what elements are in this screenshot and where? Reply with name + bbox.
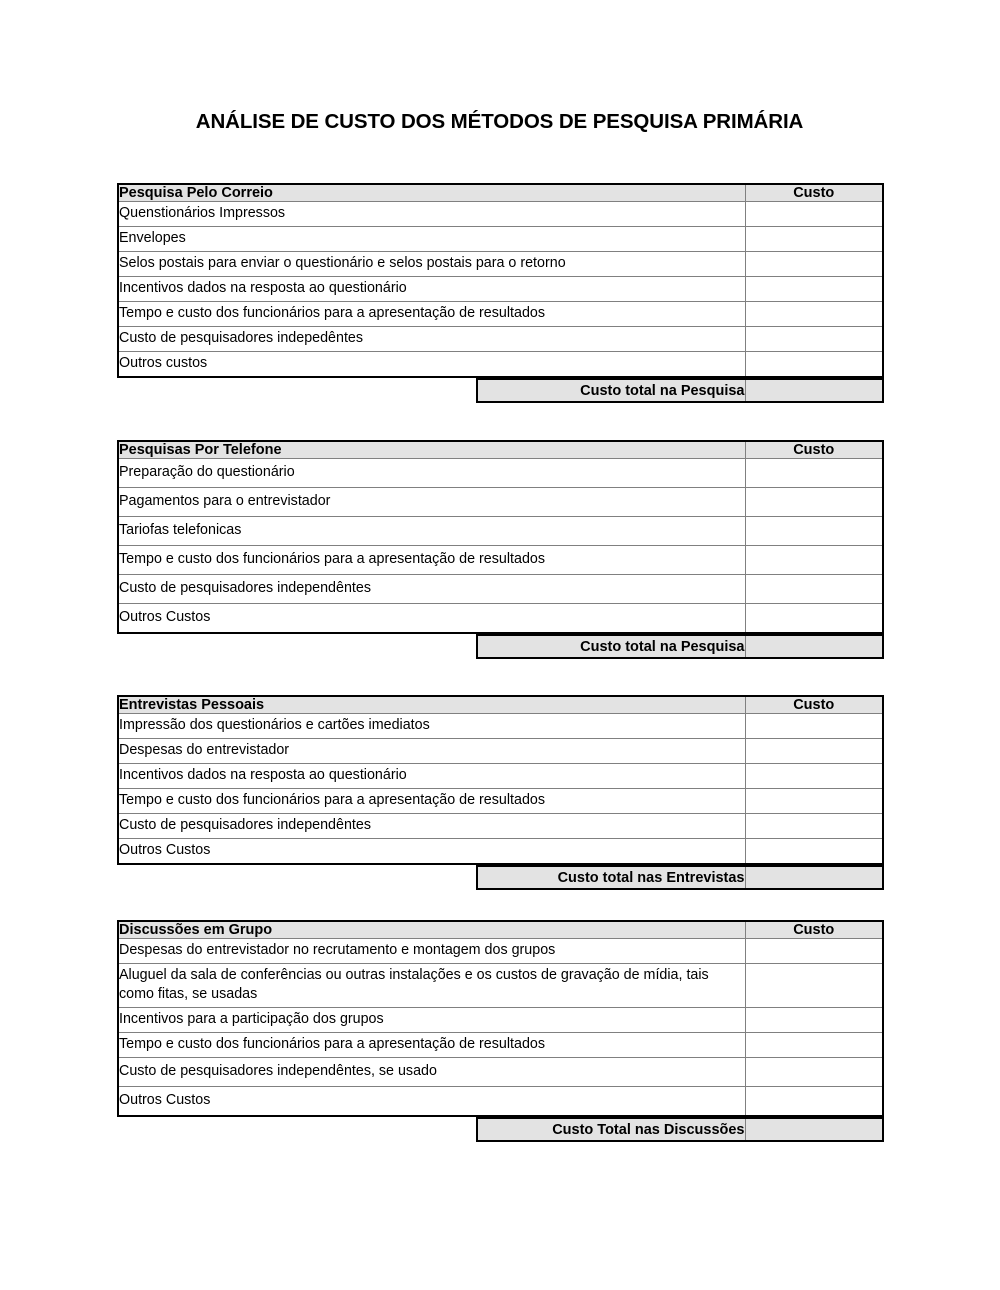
row-cost-input[interactable] [745, 352, 883, 378]
cost-table-entrevistas-pessoais [117, 695, 884, 865]
table-header-label: Discussões em Grupo [118, 921, 745, 939]
row-cost-input[interactable] [745, 964, 883, 1008]
row-cost-input[interactable] [745, 1008, 883, 1033]
cost-table-block-entrevistas-pessoais [117, 695, 882, 886]
row-cost-input[interactable] [745, 459, 883, 488]
row-label: Despesas do entrevistador [118, 739, 745, 764]
table-header-label: Pesquisa Pelo Correio [118, 184, 745, 202]
cost-table-block-pesquisas-por-telefone [117, 440, 882, 655]
table-row [118, 546, 883, 575]
table-header-cost: Custo [745, 441, 883, 459]
table-row [118, 789, 883, 814]
total-cost-input[interactable] [745, 866, 883, 889]
table-row [118, 202, 883, 227]
table-row [118, 1033, 883, 1058]
row-cost-input[interactable] [745, 739, 883, 764]
table-row [118, 517, 883, 546]
row-label: Custo de pesquisadores independêntes [118, 575, 745, 604]
table-row [118, 277, 883, 302]
table-row [118, 814, 883, 839]
total-cost-input[interactable] [745, 379, 883, 402]
total-row [477, 635, 883, 658]
table-row [118, 1008, 883, 1033]
cost-table-block-pesquisa-pelo-correio [117, 183, 882, 399]
table-header-row [118, 921, 883, 939]
table-row [118, 352, 883, 378]
total-label: Custo total na Pesquisa [477, 379, 745, 402]
cost-table-block-discussoes-em-grupo [117, 920, 882, 1138]
cost-table-pesquisa-pelo-correio [117, 183, 884, 378]
table-row [118, 252, 883, 277]
row-cost-input[interactable] [745, 227, 883, 252]
table-row [118, 764, 883, 789]
row-cost-input[interactable] [745, 839, 883, 865]
row-cost-input[interactable] [745, 575, 883, 604]
table-header-label: Entrevistas Pessoais [118, 696, 745, 714]
table-row [118, 964, 883, 1008]
table-header-cost: Custo [745, 921, 883, 939]
row-cost-input[interactable] [745, 546, 883, 575]
table-row [118, 839, 883, 865]
table-row [118, 939, 883, 964]
row-label: Tempo e custo dos funcionários para a apresentação de resultados [118, 1033, 745, 1058]
row-cost-input[interactable] [745, 327, 883, 352]
row-cost-input[interactable] [745, 764, 883, 789]
row-label: Quenstionários Impressos [118, 202, 745, 227]
row-label: Outros Custos [118, 1087, 745, 1117]
row-cost-input[interactable] [745, 1058, 883, 1087]
total-label: Custo Total nas Discussões [477, 1118, 745, 1141]
row-label: Incentivos para a participação dos grupos [118, 1008, 745, 1033]
total-table [476, 1117, 884, 1142]
row-label: Tariofas telefonicas [118, 517, 745, 546]
table-row [118, 327, 883, 352]
row-label: Pagamentos para o entrevistador [118, 488, 745, 517]
row-cost-input[interactable] [745, 814, 883, 839]
row-cost-input[interactable] [745, 202, 883, 227]
row-label: Custo de pesquisadores independêntes [118, 814, 745, 839]
row-label: Tempo e custo dos funcionários para a apresentação de resultados [118, 302, 745, 327]
table-header-row [118, 184, 883, 202]
table-header-label: Pesquisas Por Telefone [118, 441, 745, 459]
table-row [118, 302, 883, 327]
row-cost-input[interactable] [745, 488, 883, 517]
row-cost-input[interactable] [745, 517, 883, 546]
row-label: Tempo e custo dos funcionários para a apresentação de resultados [118, 546, 745, 575]
table-row [118, 714, 883, 739]
row-label: Aluguel da sala de conferências ou outras instalações e os custos de gravação de mídia, tais como fitas, se usadas [118, 964, 745, 1008]
row-cost-input[interactable] [745, 277, 883, 302]
row-label: Selos postais para enviar o questionário e selos postais para o retorno [118, 252, 745, 277]
table-row [118, 1087, 883, 1117]
table-header-cost: Custo [745, 696, 883, 714]
row-cost-input[interactable] [745, 302, 883, 327]
total-table [476, 634, 884, 659]
row-cost-input[interactable] [745, 789, 883, 814]
row-cost-input[interactable] [745, 939, 883, 964]
row-label: Custo de pesquisadores independêntes, se usado [118, 1058, 745, 1087]
row-label: Custo de pesquisadores indepedêntes [118, 327, 745, 352]
total-strip [476, 1117, 882, 1142]
table-row [118, 227, 883, 252]
total-strip [476, 378, 882, 403]
row-cost-input[interactable] [745, 252, 883, 277]
table-row [118, 604, 883, 634]
row-label: Outros Custos [118, 604, 745, 634]
row-label: Preparação do questionário [118, 459, 745, 488]
table-row [118, 739, 883, 764]
cost-table-discussoes-em-grupo [117, 920, 884, 1117]
table-row [118, 459, 883, 488]
page-title: ANÁLISE DE CUSTO DOS MÉTODOS DE PESQUISA PRIMÁRIA [195, 110, 804, 133]
total-table [476, 378, 884, 403]
total-table [476, 865, 884, 890]
total-cost-input[interactable] [745, 1118, 883, 1141]
table-header-row [118, 441, 883, 459]
row-cost-input[interactable] [745, 714, 883, 739]
table-row [118, 488, 883, 517]
row-label: Tempo e custo dos funcionários para a apresentação de resultados [118, 789, 745, 814]
total-row [477, 379, 883, 402]
row-label: Incentivos dados na resposta ao questionário [118, 277, 745, 302]
total-row [477, 1118, 883, 1141]
row-cost-input[interactable] [745, 604, 883, 634]
row-cost-input[interactable] [745, 1033, 883, 1058]
total-cost-input[interactable] [745, 635, 883, 658]
row-label: Outros Custos [118, 839, 745, 865]
row-cost-input[interactable] [745, 1087, 883, 1117]
cost-table-pesquisas-por-telefone [117, 440, 884, 634]
total-strip [476, 865, 882, 890]
row-label: Despesas do entrevistador no recrutamento e montagem dos grupos [118, 939, 745, 964]
row-label: Envelopes [118, 227, 745, 252]
row-label: Impressão dos questionários e cartões imediatos [118, 714, 745, 739]
total-label: Custo total na Pesquisa [477, 635, 745, 658]
total-strip [476, 634, 882, 659]
table-row [118, 575, 883, 604]
row-label: Outros custos [118, 352, 745, 378]
table-header-row [118, 696, 883, 714]
table-row [118, 1058, 883, 1087]
row-label: Incentivos dados na resposta ao questionário [118, 764, 745, 789]
table-header-cost: Custo [745, 184, 883, 202]
total-label: Custo total nas Entrevistas [477, 866, 745, 889]
total-row [477, 866, 883, 889]
